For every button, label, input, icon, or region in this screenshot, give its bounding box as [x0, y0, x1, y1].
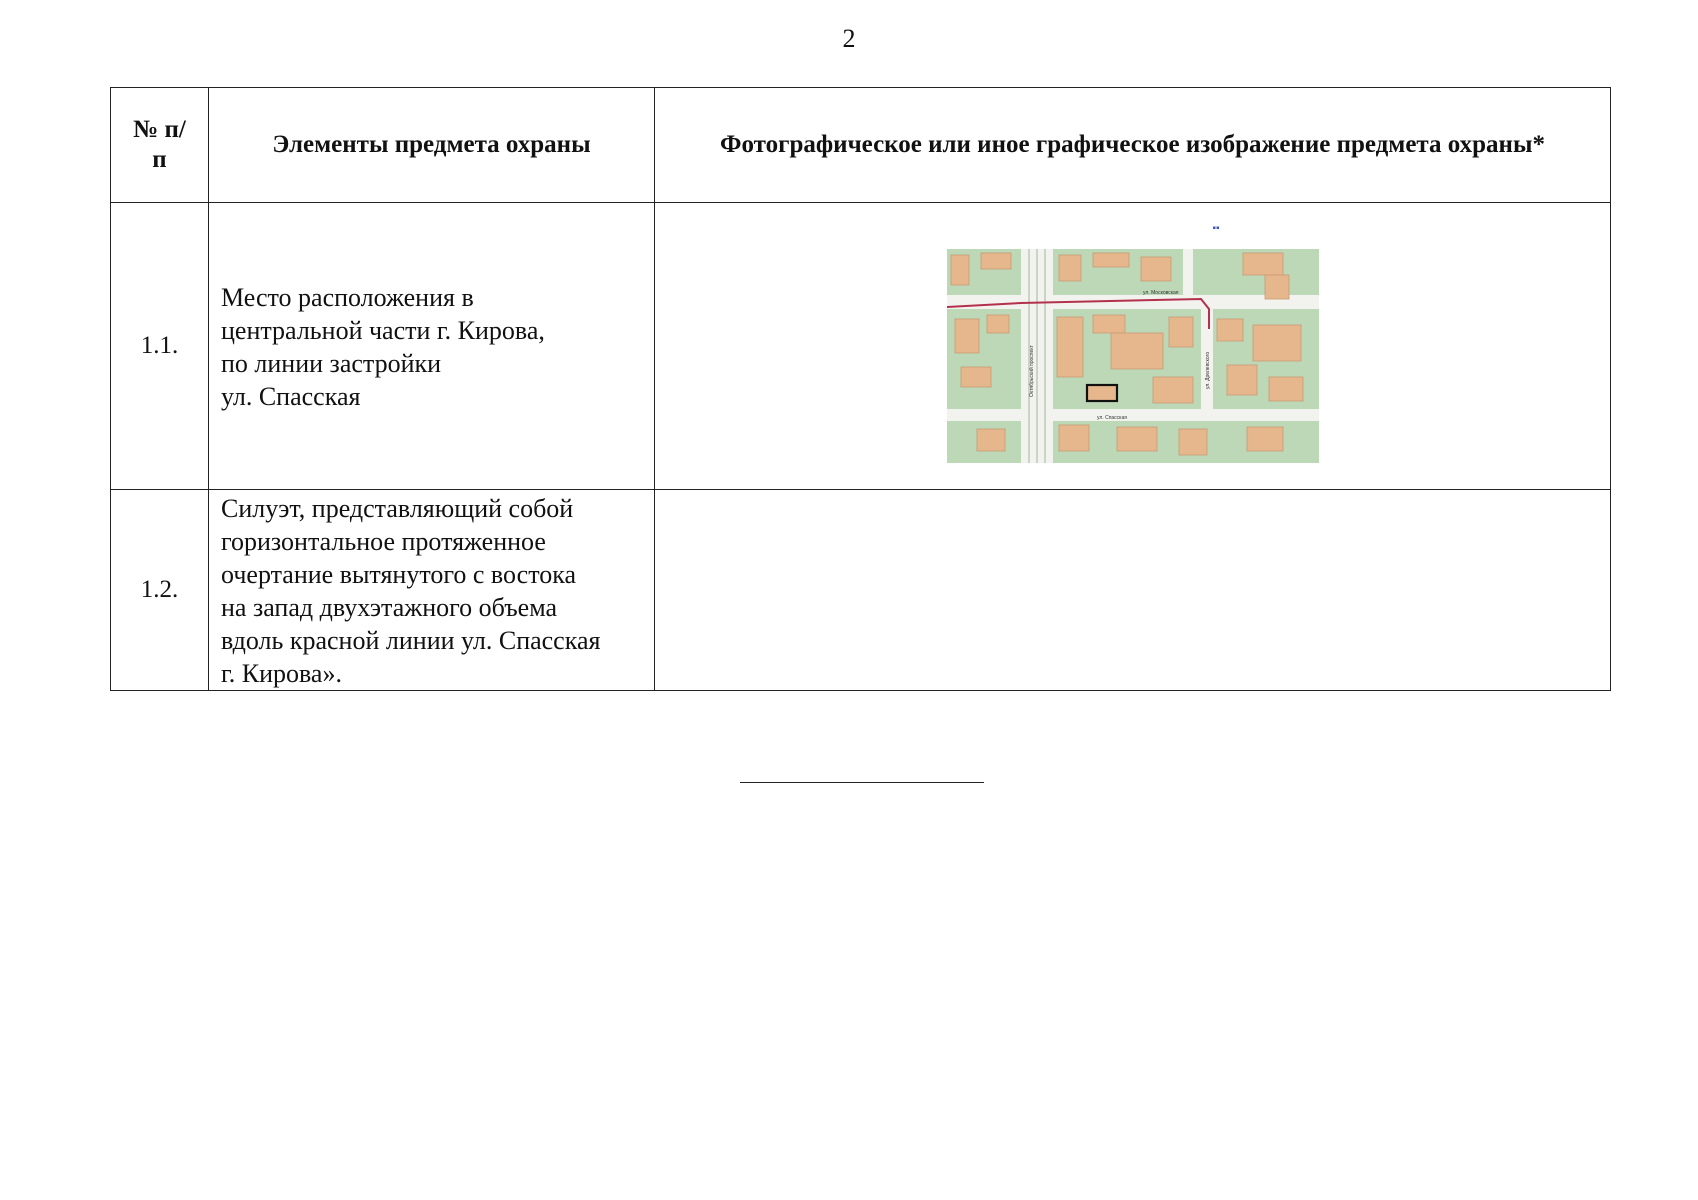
header-num-label: № п/п	[133, 116, 186, 173]
page-number: 2	[842, 24, 856, 53]
street-label-spasskaya: ул. Спасская	[1096, 415, 1127, 421]
text-line: Силуэт, представляющий собой	[221, 494, 574, 523]
building	[1217, 319, 1243, 341]
header-num	[111, 88, 209, 203]
row-number: 1.1.	[111, 203, 209, 490]
text-line: вдоль красной линии ул. Спасская	[221, 626, 601, 655]
building	[1093, 253, 1129, 267]
text-line: горизонтальное протяженное	[221, 527, 546, 556]
protection-table	[110, 87, 1611, 691]
map-figure	[947, 223, 1319, 463]
building	[987, 315, 1009, 333]
building	[951, 255, 969, 285]
building	[1093, 315, 1125, 333]
building	[1059, 425, 1089, 451]
building	[1227, 365, 1257, 395]
building	[1153, 377, 1193, 403]
building	[1169, 317, 1193, 347]
building	[1057, 317, 1083, 377]
building	[1269, 377, 1303, 401]
text-line: очертание вытянутого с востока	[221, 560, 576, 589]
street-label-moskovskaya: ул. Московская	[1142, 290, 1178, 296]
road-moskovskaya	[947, 295, 1319, 309]
building	[1059, 255, 1081, 281]
footer-divider	[740, 782, 984, 783]
building	[1111, 333, 1163, 369]
row-image-cell	[655, 203, 1611, 490]
building	[961, 367, 991, 387]
header-image-label: Фотографическое или иное графическое изображение предмета охраны*	[720, 131, 1545, 158]
row-image-cell-empty	[655, 490, 1611, 691]
building	[1117, 427, 1157, 451]
building	[1179, 429, 1207, 455]
text-line: г. Кирова».	[221, 659, 342, 688]
road-minor	[1183, 249, 1193, 297]
building	[1253, 325, 1301, 361]
header-elements: Элементы предмета охраны	[209, 88, 655, 203]
text-line: ул. Спасская	[221, 382, 361, 411]
text-line: по линии застройки	[221, 349, 442, 378]
text-line: Место расположения в	[221, 283, 474, 312]
building	[981, 253, 1011, 269]
table-row	[111, 490, 1611, 691]
table-row	[111, 203, 1611, 490]
building	[1247, 427, 1283, 451]
header-image	[655, 88, 1611, 203]
road-spasskaya	[947, 409, 1319, 421]
building	[1265, 275, 1289, 299]
text-line: на запад двухэтажного объема	[221, 593, 558, 622]
building	[1141, 257, 1171, 281]
row-number: 1.2.	[111, 490, 209, 691]
building	[1243, 253, 1283, 275]
map-mark: ▪▪	[1212, 223, 1220, 234]
row-elements-text	[209, 203, 655, 490]
building	[977, 429, 1005, 451]
table-header-row	[111, 88, 1611, 203]
street-label-drelevskogo: ул. Дрелевского	[1204, 351, 1211, 389]
text-line: центральной части г. Кирова,	[221, 316, 545, 345]
protected-object-outline	[1087, 385, 1117, 401]
street-label-oktyabrsky: Октябрьский проспект	[1028, 345, 1035, 397]
site-map-image	[947, 249, 1319, 463]
building	[955, 319, 979, 353]
row-elements-text	[209, 490, 655, 691]
